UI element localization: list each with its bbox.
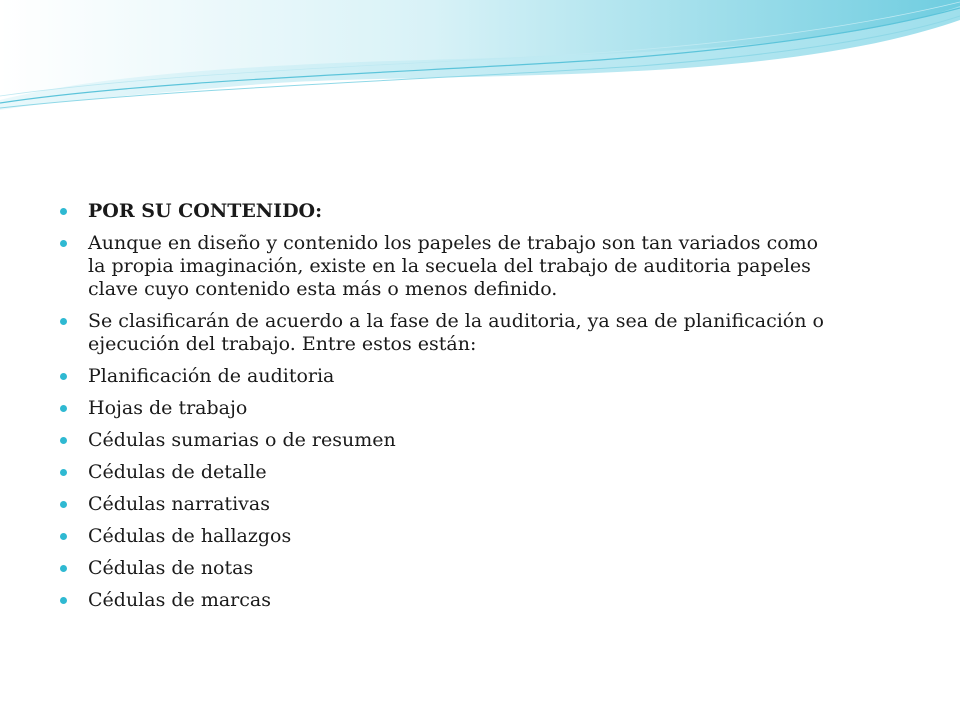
bullet-text: Cédulas de notas [88, 557, 254, 579]
bullet-text: POR SU CONTENIDO: [88, 200, 323, 222]
bullet-item [60, 365, 840, 388]
bullet-list [60, 200, 840, 612]
bullet-icon [60, 469, 67, 476]
bullet-text: Hojas de trabajo [88, 397, 248, 419]
bullet-item [60, 493, 840, 516]
bullet-item [60, 200, 840, 223]
bullet-text: Cédulas narrativas [88, 493, 270, 515]
bullet-icon [60, 405, 67, 412]
bullet-item [60, 310, 840, 356]
bullet-text: Se clasificarán de acuerdo a la fase de la auditoria, ya sea de planificación o ejecución del trabajo. Entre estos están: [88, 310, 824, 355]
bullet-icon [60, 533, 67, 540]
bullet-text: Cédulas sumarias o de resumen [88, 429, 396, 451]
bullet-icon [60, 437, 67, 444]
bullet-icon [60, 597, 67, 604]
bullet-icon [60, 240, 67, 247]
bullet-item [60, 232, 840, 301]
bullet-icon [60, 565, 67, 572]
bullet-text: Cédulas de marcas [88, 589, 271, 611]
bullet-item [60, 557, 840, 580]
bullet-item [60, 525, 840, 548]
bullet-text: Planificación de auditoria [88, 365, 335, 387]
bullet-item [60, 429, 840, 452]
header-wave-decoration [0, 0, 960, 120]
bullet-icon [60, 501, 67, 508]
bullet-icon [60, 373, 67, 380]
bullet-item [60, 397, 840, 420]
bullet-icon [60, 318, 67, 325]
content-area [60, 200, 840, 621]
bullet-item [60, 461, 840, 484]
bullet-text: Aunque en diseño y contenido los papeles de trabajo son tan variados como la propia imaginación, existe en la secuela del trabajo de auditoria papeles clave cuyo contenido esta más o menos definido. [88, 232, 819, 300]
bullet-item [60, 589, 840, 612]
bullet-text: Cédulas de detalle [88, 461, 267, 483]
bullet-text: Cédulas de hallazgos [88, 525, 292, 547]
bullet-icon [60, 208, 67, 215]
